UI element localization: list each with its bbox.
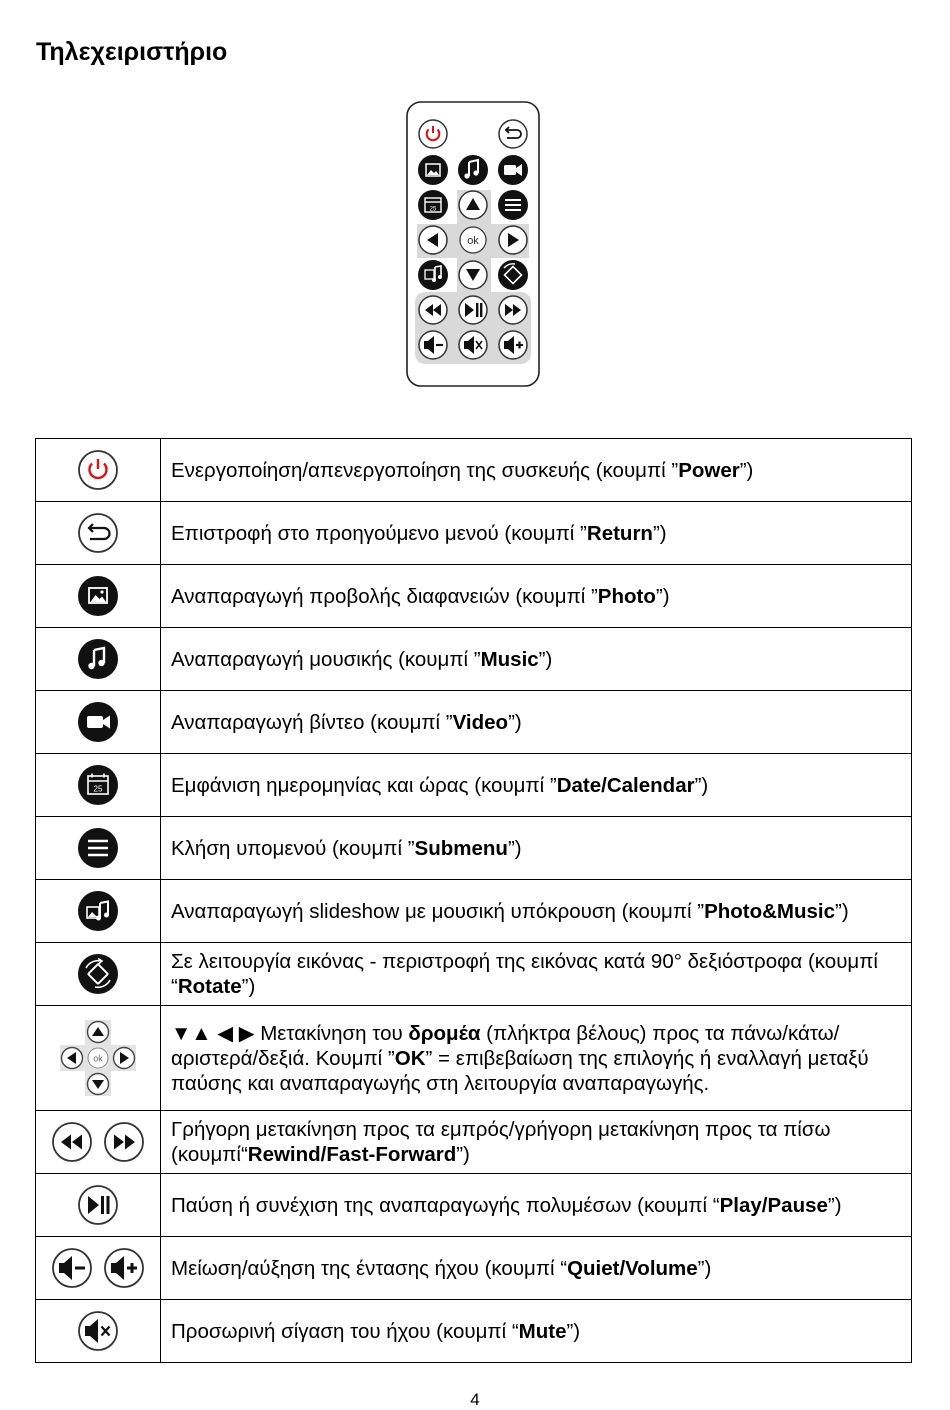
submenu-icon — [77, 827, 119, 869]
music-icon — [458, 155, 488, 185]
fast-forward-icon — [103, 1121, 145, 1163]
button-name: Date/Calendar — [556, 773, 695, 797]
remote-control-illustration — [405, 100, 541, 388]
row-text: Αναπαραγωγή μουσικής (κουμπί ” — [171, 647, 481, 671]
rotate-icon — [498, 260, 528, 290]
button-name: Photo — [597, 584, 656, 608]
button-name: δρομέα — [408, 1021, 481, 1045]
calendar-icon — [418, 190, 448, 220]
music-icon — [77, 638, 119, 680]
button-name: Video — [452, 710, 509, 734]
return-icon — [499, 120, 527, 148]
row-text: Εμφάνιση ημερομηνίας και ώρας (κουμπί ” — [171, 773, 557, 797]
table-row: Μείωση/αύξηση της έντασης ήχου (κουμπί “Quiet/Volume”) — [36, 1237, 912, 1300]
row-text: Παύση ή συνέχιση της αναπαραγωγής πολυμέσων (κουμπί “ — [171, 1193, 720, 1217]
table-row: Σε λειτουργία εικόνας - περιστροφή της εικόνας κατά 90° δεξιόστροφα (κουμπί “Rotate”) — [36, 943, 912, 1006]
down-arrow-icon — [459, 261, 487, 289]
button-name: OK — [394, 1046, 426, 1070]
table-row: 25 Εμφάνιση ημερομηνίας και ώρας (κουμπί ”Date/Calendar”) — [36, 754, 912, 817]
volume-down-icon — [419, 331, 447, 359]
button-name: Return — [586, 521, 653, 545]
power-icon — [77, 449, 119, 491]
button-name: Submenu — [414, 836, 508, 860]
button-name: Music — [480, 647, 539, 671]
table-row: Παύση ή συνέχιση της αναπαραγωγής πολυμέσων (κουμπί “Play/Pause”) — [36, 1174, 912, 1237]
svg-text:25: 25 — [93, 784, 103, 794]
row-text: Προσωρινή σίγαση του ήχου (κουμπί “ — [171, 1319, 519, 1343]
table-row: Αναπαραγωγή μουσικής (κουμπί ”Music”) — [36, 628, 912, 691]
page-number: 4 — [470, 1390, 480, 1409]
table-row: Επιστροφή στο προηγούμενο μενού (κουμπί ”Return”) — [36, 502, 912, 565]
button-name: Play/Pause — [719, 1193, 828, 1217]
page-title: Τηλεχειριστήριο — [36, 38, 228, 66]
table-row: Γρήγορη μετακίνηση προς τα εμπρός/γρήγορη μετακίνηση προς τα πίσω (κουμπί“Rewind/Fast-Forward”) — [36, 1111, 912, 1174]
row-text: Αναπαραγωγή προβολής διαφανειών (κουμπί ” — [171, 584, 598, 608]
table-row: Κλήση υπομενού (κουμπί ”Submenu”) — [36, 817, 912, 880]
mute-icon — [459, 331, 487, 359]
button-name: Power — [678, 458, 740, 482]
play-pause-icon — [459, 296, 487, 324]
row-text: Σε λειτουργία εικόνας - περιστροφή της εικόνας κατά 90° δεξιόστροφα (κουμπί “ — [171, 950, 878, 998]
svg-text:ok: ok — [467, 235, 479, 247]
play-pause-icon — [77, 1184, 119, 1226]
photo-icon — [77, 575, 119, 617]
table-row: Ενεργοποίηση/απενεργοποίηση της συσκευής (κουμπί ”Power”) — [36, 439, 912, 502]
photo-music-icon — [77, 890, 119, 932]
svg-text:ok: ok — [93, 1053, 103, 1064]
up-arrow-icon — [459, 191, 487, 219]
button-legend-table — [35, 438, 912, 1363]
row-text: Γρήγορη μετακίνηση προς τα εμπρός/γρήγορη μετακίνηση προς τα πίσω (κουμπί“ — [171, 1118, 831, 1166]
table-row: Αναπαραγωγή slideshow με μουσική υπόκρουση (κουμπί ”Photo&Music”) — [36, 880, 912, 943]
volume-down-icon — [51, 1247, 93, 1289]
table-row: Προσωρινή σίγαση του ήχου (κουμπί “Mute”) — [36, 1300, 912, 1363]
calendar-icon — [77, 764, 119, 806]
photo-icon — [418, 155, 448, 185]
row-text: Αναπαραγωγή slideshow με μουσική υπόκρουση (κουμπί ” — [171, 899, 705, 923]
table-row: Αναπαραγωγή βίντεο (κουμπί ”Video”) — [36, 691, 912, 754]
button-name: Photo&Music — [704, 899, 836, 923]
volume-up-icon — [103, 1247, 145, 1289]
row-text: Κλήση υπομενού (κουμπί ” — [171, 836, 415, 860]
row-text: Ενεργοποίηση/απενεργοποίηση της συσκευής (κουμπί ” — [171, 458, 679, 482]
return-icon — [77, 512, 119, 554]
row-text: Μείωση/αύξηση της έντασης ήχου (κουμπί “ — [171, 1256, 568, 1280]
button-name: Quiet/Volume — [567, 1256, 698, 1280]
video-icon — [77, 701, 119, 743]
row-text: Επιστροφή στο προηγούμενο μενού (κουμπί ” — [171, 521, 587, 545]
volume-up-icon — [499, 331, 527, 359]
fast-forward-icon — [499, 296, 527, 324]
photo-music-icon — [418, 260, 448, 290]
power-icon — [419, 120, 447, 148]
table-row: Αναπαραγωγή προβολής διαφανειών (κουμπί ”Photo”) — [36, 565, 912, 628]
row-text: Αναπαραγωγή βίντεο (κουμπί ” — [171, 710, 453, 734]
video-icon — [498, 155, 528, 185]
rewind-icon — [419, 296, 447, 324]
mute-icon — [77, 1310, 119, 1352]
button-name: Mute — [518, 1319, 567, 1343]
rotate-icon — [77, 953, 119, 995]
submenu-icon — [498, 190, 528, 220]
svg-text:25: 25 — [429, 206, 437, 213]
rewind-icon — [51, 1121, 93, 1163]
row-text: ▼▲ ◀ ▶ Μετακίνηση του — [171, 1021, 409, 1045]
left-arrow-icon — [419, 226, 447, 254]
ok-icon — [460, 227, 486, 253]
right-arrow-icon — [499, 226, 527, 254]
button-name: Rewind/Fast-Forward — [247, 1143, 457, 1166]
navigation-pad-icon — [56, 1016, 140, 1100]
table-row: ok ▼▲ ◀ ▶ Μετακίνηση του δρομέα (πλήκτρα βέλους) προς τα πάνω/κάτω/αριστερά/δεξιά. Κουμπί ”OK” = επιβεβαίωση της επιλογής ή εναλλαγή μεταξύ παύσης και αναπαραγωγής στη λειτουργία αναπαραγωγής. — [36, 1006, 912, 1111]
button-name: Rotate — [177, 975, 242, 998]
